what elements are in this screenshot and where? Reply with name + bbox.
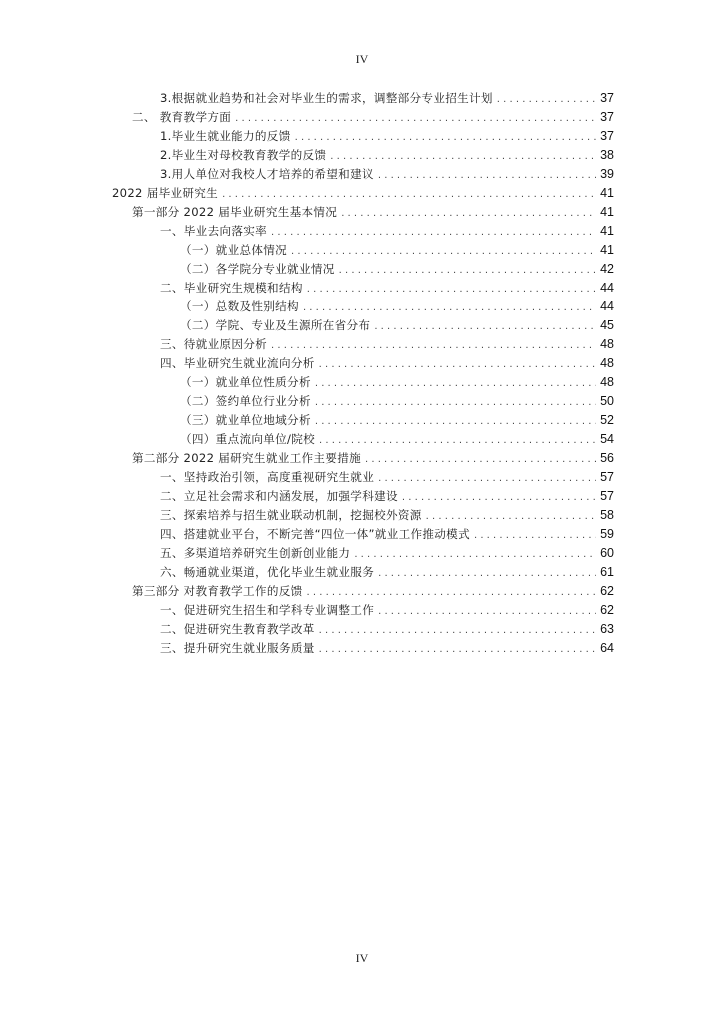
toc-entry-page: 62 xyxy=(600,583,614,598)
toc-entry-page: 62 xyxy=(600,602,614,617)
toc-entry[interactable] xyxy=(160,487,614,506)
toc-entry-title: 第三部分 对教育教学工作的反馈 xyxy=(132,583,303,598)
toc-entry[interactable] xyxy=(160,563,614,582)
toc-entry[interactable] xyxy=(160,222,614,241)
toc-entry-title: 四、搭建就业平台，不断完善“四位一体”就业工作推动模式 xyxy=(160,526,470,541)
toc-entry[interactable] xyxy=(132,582,614,601)
toc-entry[interactable] xyxy=(160,525,614,544)
toc-entry-page: 39 xyxy=(600,166,614,181)
toc-entry[interactable] xyxy=(160,620,614,639)
toc-dot-leader xyxy=(235,109,596,128)
toc-entry-title: 五、多渠道培养研究生创新创业能力 xyxy=(160,545,351,560)
toc-dot-leader xyxy=(315,393,596,412)
toc-dot-leader xyxy=(271,223,596,242)
toc-dot-leader xyxy=(307,583,597,602)
toc-entry[interactable] xyxy=(160,354,614,373)
toc-entry-page: 56 xyxy=(600,451,614,466)
toc-entry-title: 3.根据就业趋势和社会对毕业生的需求，调整部分专业招生计划 xyxy=(160,91,493,105)
footer-page-number: IV xyxy=(355,951,369,965)
toc-entry-title: 2.毕业生对母校教育教学的反馈 xyxy=(160,147,327,162)
toc-entry-title: （二）各学院分专业就业情况 xyxy=(180,261,335,276)
toc-entry[interactable] xyxy=(112,184,614,203)
toc-entry-page: 37 xyxy=(600,91,614,105)
toc-entry-page: 48 xyxy=(600,337,614,352)
toc-entry-page: 64 xyxy=(600,640,614,655)
toc-entry-title: 第二部分 2022 届研究生就业工作主要措施 xyxy=(132,451,361,466)
toc-entry[interactable] xyxy=(180,316,614,335)
toc-dot-leader xyxy=(291,242,596,261)
toc-dot-leader xyxy=(402,488,596,507)
toc-entry[interactable] xyxy=(160,601,614,620)
toc-entry-title: 二、促进研究生教育教学改革 xyxy=(160,621,315,636)
toc-entry-page: 61 xyxy=(600,564,614,579)
toc-entry-title: 2022 届毕业研究生 xyxy=(112,185,219,200)
toc-entry-title: 1.毕业生就业能力的反馈 xyxy=(160,128,291,143)
toc-entry[interactable] xyxy=(180,241,614,260)
toc-dot-leader xyxy=(474,526,596,545)
toc-entry-title: 四、毕业研究生就业流向分析 xyxy=(160,356,315,371)
toc-entry-page: 41 xyxy=(600,223,614,238)
toc-dot-leader xyxy=(378,469,596,488)
toc-entry-page: 45 xyxy=(600,318,614,333)
toc-dot-leader xyxy=(307,280,596,299)
toc-entry[interactable] xyxy=(160,146,614,165)
toc-dot-leader xyxy=(374,317,596,336)
toc-entry-title: （三）就业单位地域分析 xyxy=(180,413,311,428)
toc-dot-leader xyxy=(303,298,596,317)
toc-entry[interactable] xyxy=(132,203,614,222)
toc-entry-title: 二、毕业研究生规模和结构 xyxy=(160,280,303,295)
toc-dot-leader xyxy=(339,261,596,280)
toc-entry-title: （一）就业总体情况 xyxy=(180,242,288,257)
toc-entry-title: 三、待就业原因分析 xyxy=(160,337,268,352)
toc-entry[interactable] xyxy=(160,127,614,146)
toc-dot-leader xyxy=(315,374,596,393)
toc-entry-title: 一、毕业去向落实率 xyxy=(160,223,268,238)
toc-dot-leader xyxy=(222,185,596,204)
toc-dot-leader xyxy=(330,147,596,166)
toc-dot-leader xyxy=(319,355,596,374)
toc-entry-page: 44 xyxy=(600,280,614,295)
toc-entry-page: 37 xyxy=(600,109,614,124)
toc-dot-leader xyxy=(378,564,596,583)
toc-entry-page: 60 xyxy=(600,545,614,560)
toc-entry-page: 42 xyxy=(600,261,614,276)
toc-dot-leader xyxy=(319,431,596,450)
toc-entry-title: 二、 教育教学方面 xyxy=(132,109,232,124)
toc-entry-title: 3.用人单位对我校人才培养的希望和建议 xyxy=(160,166,374,181)
toc-entry-title: （一）就业单位性质分析 xyxy=(180,375,311,390)
toc-dot-leader xyxy=(319,621,596,640)
toc-entry-page: 48 xyxy=(600,375,614,390)
toc-entry-title: 一、坚持政治引领，高度重视研究生就业 xyxy=(160,470,375,484)
toc-entry-page: 41 xyxy=(600,204,614,219)
toc-dot-leader xyxy=(378,166,596,185)
toc-entry-page: 48 xyxy=(600,356,614,371)
toc-dot-leader xyxy=(354,545,596,564)
toc-entry[interactable] xyxy=(160,468,614,487)
toc-entry[interactable] xyxy=(160,639,614,658)
toc-entry[interactable] xyxy=(180,373,614,392)
toc-dot-leader xyxy=(271,336,596,355)
toc-entry[interactable] xyxy=(132,449,614,468)
toc-entry[interactable] xyxy=(160,165,614,184)
toc-entry[interactable] xyxy=(180,411,614,430)
toc-entry-page: 54 xyxy=(600,432,614,447)
toc-entry-title: 三、提升研究生就业服务质量 xyxy=(160,640,315,655)
toc-entry[interactable] xyxy=(180,392,614,411)
toc-entry-page: 41 xyxy=(600,242,614,257)
toc-entry-page: 50 xyxy=(600,394,614,409)
toc-dot-leader xyxy=(315,412,596,431)
toc-entry-page: 38 xyxy=(600,147,614,162)
toc-entry-page: 41 xyxy=(600,185,614,200)
toc-entry[interactable] xyxy=(180,260,614,279)
toc-entry-page: 59 xyxy=(600,526,614,541)
toc-dot-leader xyxy=(378,602,596,621)
toc-entry-title: 二、立足社会需求和内涵发展，加强学科建设 xyxy=(160,488,398,503)
toc-entry-title: 第一部分 2022 届毕业研究生基本情况 xyxy=(132,204,338,219)
toc-entry[interactable] xyxy=(160,506,614,525)
toc-entry-title: 一、促进研究生招生和学科专业调整工作 xyxy=(160,602,375,617)
toc-entry-title: 六、畅通就业渠道，优化毕业生就业服务 xyxy=(160,564,375,579)
toc-entry-title: （四）重点流向单位/院校 xyxy=(180,432,316,447)
toc-entry[interactable] xyxy=(132,108,614,127)
toc-entry[interactable] xyxy=(160,335,614,354)
toc-entry-title: （一）总数及性别结构 xyxy=(180,299,299,314)
toc-entry[interactable] xyxy=(180,297,614,316)
toc-entry-page: 44 xyxy=(600,299,614,314)
toc-dot-leader xyxy=(365,450,596,469)
toc-entry-page: 58 xyxy=(600,507,614,522)
toc-entry-title: 三、探索培养与招生就业联动机制，挖掘校外资源 xyxy=(160,507,422,522)
toc-entry-page: 63 xyxy=(600,621,614,636)
toc-entry-title: （二）学院、专业及生源所在省分布 xyxy=(180,318,371,333)
toc-entry[interactable] xyxy=(160,279,614,298)
toc-entry[interactable] xyxy=(180,430,614,449)
toc-dot-leader xyxy=(497,90,596,109)
toc-entry-page: 52 xyxy=(600,413,614,428)
toc-entry-page: 37 xyxy=(600,128,614,143)
toc-entry-page: 57 xyxy=(600,488,614,503)
toc-dot-leader xyxy=(341,204,596,223)
toc-entry[interactable] xyxy=(160,89,614,108)
header-page-number: IV xyxy=(355,52,369,66)
toc-dot-leader xyxy=(295,128,596,147)
toc-entry-title: （二）签约单位行业分析 xyxy=(180,394,311,409)
toc-dot-leader xyxy=(319,640,596,659)
toc-entry-page: 57 xyxy=(600,470,614,484)
toc-entry[interactable] xyxy=(160,544,614,563)
toc-dot-leader xyxy=(426,507,596,526)
